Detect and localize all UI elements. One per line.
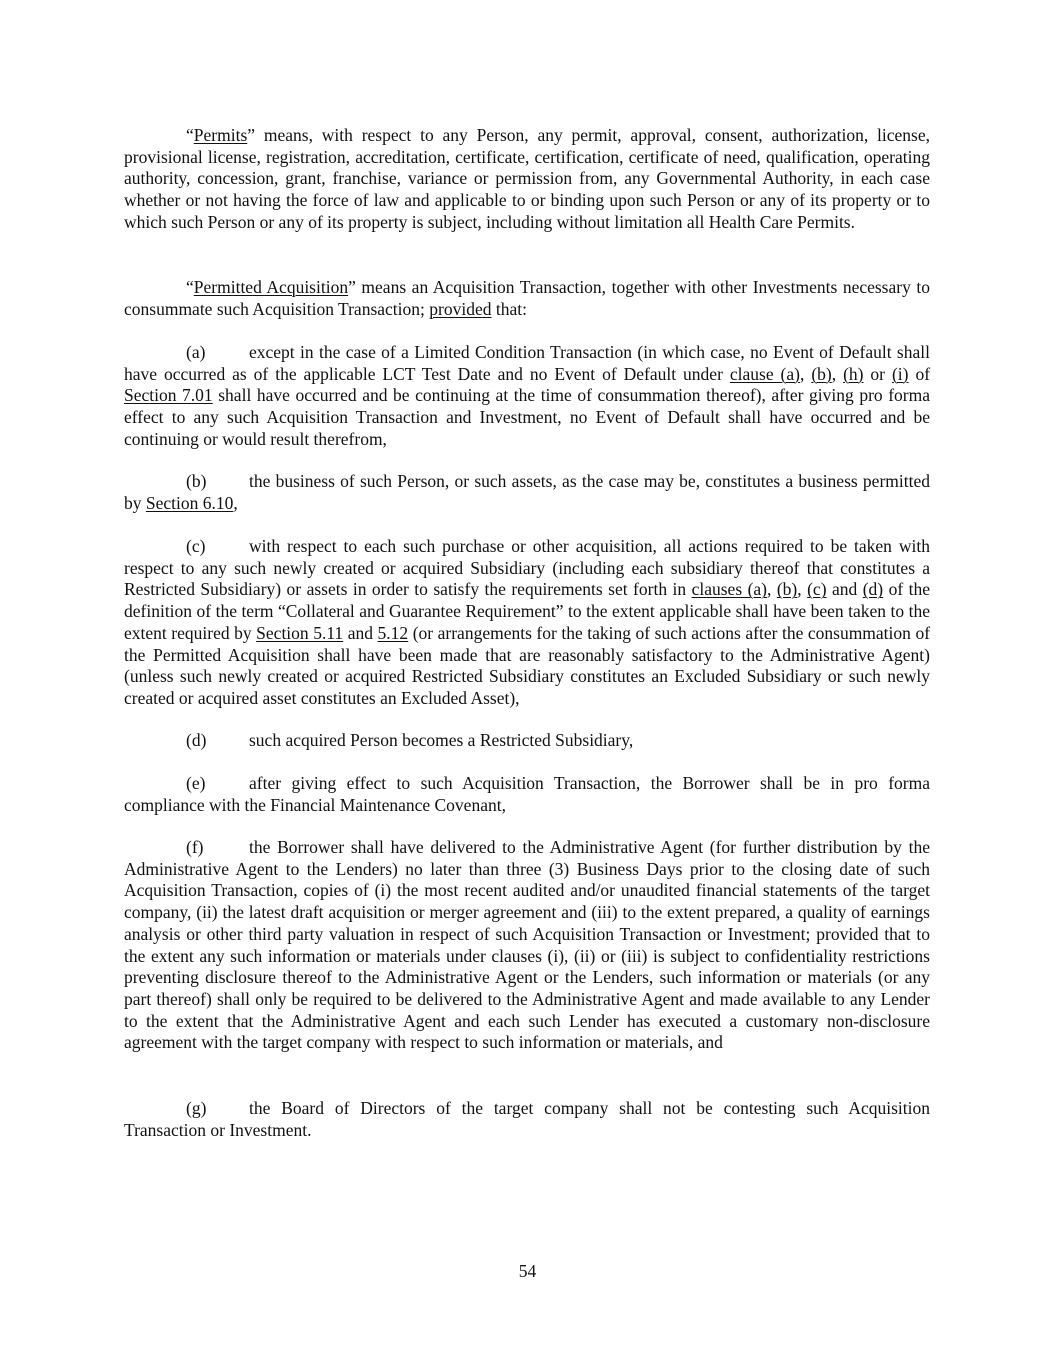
definition-permitted-acquisition: “Permitted Acquisition” means an Acquisition Transaction, together with other Investments necessary to consummate such Acquisition Transaction; provided that: bbox=[124, 277, 931, 319]
provided-term: provided bbox=[429, 298, 492, 319]
clause-c: (c) with respect to each such purchase or other acquisition, all actions required to be taken with respect to any such newly created or acquired Subsidiary (including each subsidiary thereof that constitutes a Restricted Subsidiary) or assets in order to satisfy the requirements set forth in clauses (a), (b), (c) and (d) of the definition of the term “Collateral and Guarantee Requirement” to the extent applicable shall have been taken to the extent required by Section 5.11 and 5.12 (or arrangements for the taking of such actions after the consummation of the Permitted Acquisition shall have been made that are reasonably satisfactory to the Administrative Agent) (unless such newly created or acquired Restricted Subsidiary constitutes an Excluded Subsidiary or such newly created or acquired asset constitutes an Excluded Asset), bbox=[124, 536, 931, 708]
definition-permits: “Permits” means, with respect to any Person, any permit, approval, consent, authorization, license, provisional license, registration, accreditation, certificate, certification, certificate of need, qualification, operating authority, concession, grant, franchise, variance or permission from, any Governmental Authority, in each case whether or not having the force of law and applicable to or binding upon such Person or any of its property or to which such Person or any of its property is subject, including without limitation all Health Care Permits. bbox=[124, 125, 930, 232]
cross-reference: Section 6.10 bbox=[145, 492, 234, 513]
clause-f: (f) the Borrower shall have delivered to the Administrative Agent (for further distribution by the Administrative Agent to the Lenders) no later than three (3) Business Days prior to the closing date of such Acquisition Transaction, copies of (i) the most recent audited and/or unaudited financial statements of the target company, (ii) the latest draft acquisition or merger agreement and (iii) to the extent prepared, a quality of earnings analysis or other third party valuation in respect of such Acquisition Transaction or Investment; provided that to the extent any such information or materials under clauses (i), (ii) or (iii) is subject to confidentiality restrictions preventing disclosure thereof to the Administrative Agent or the Lenders, such information or materials (or any part thereof) shall only be required to be delivered to the Administrative Agent and made available to any Lender to the extent that the Administrative Agent and each such Lender has executed a customary non-disclosure agreement with the target company with respect to such information or materials, and bbox=[124, 837, 930, 1053]
clause-label: (e) bbox=[186, 773, 206, 793]
clause-a: (a) except in the case of a Limited Condition Transaction (in which case, no Event of Default shall have occurred as of the applicable LCT Test Date and no Event of Default under clause (a), (b), (h) or (i) of Section 7.01 shall have occurred and be continuing at the time of consummation thereof), after giving pro forma effect to any such Acquisition Transaction and Investment, no Event of Default shall have occurred and be continuing or would result therefrom, bbox=[124, 342, 931, 449]
clause-label: (c) bbox=[186, 536, 206, 556]
cross-reference: (i) bbox=[891, 363, 909, 384]
clause-b: (b) the business of such Person, or such assets, as the case may be, constitutes a business permitted by Section 6.10, bbox=[124, 471, 930, 513]
cross-reference: (h) bbox=[843, 363, 864, 384]
cross-reference: (b) bbox=[811, 363, 832, 384]
cross-reference: Section 7.01 bbox=[124, 385, 213, 406]
cross-reference: Section 5.11 bbox=[256, 622, 344, 643]
clause-label: (f) bbox=[186, 837, 204, 857]
cross-reference: clause (a) bbox=[729, 363, 800, 384]
page-number: 54 bbox=[518, 1261, 537, 1281]
clause-label: (g) bbox=[186, 1098, 207, 1118]
cross-reference: (d) bbox=[862, 579, 884, 600]
cross-reference: (c) bbox=[807, 579, 827, 600]
clause-d: (d) such acquired Person becomes a Restricted Subsidiary, bbox=[186, 730, 634, 750]
clause-label: (d) bbox=[186, 730, 207, 750]
cross-reference: clauses (a) bbox=[691, 579, 768, 600]
clause-label: (b) bbox=[186, 471, 207, 491]
cross-reference: 5.12 bbox=[377, 622, 409, 643]
defined-term-permits: Permits bbox=[193, 125, 248, 145]
clause-e: (e) after giving effect to such Acquisition Transaction, the Borrower shall be in pro forma compliance with the Financial Maintenance Covenant, bbox=[124, 773, 930, 815]
cross-reference: (b) bbox=[776, 579, 798, 600]
clause-g: (g) the Board of Directors of the target company shall not be contesting such Acquisition Transaction or Investment. bbox=[124, 1098, 930, 1140]
defined-term-permitted-acquisition: Permitted Acquisition bbox=[193, 277, 349, 297]
clause-label: (a) bbox=[186, 342, 206, 362]
